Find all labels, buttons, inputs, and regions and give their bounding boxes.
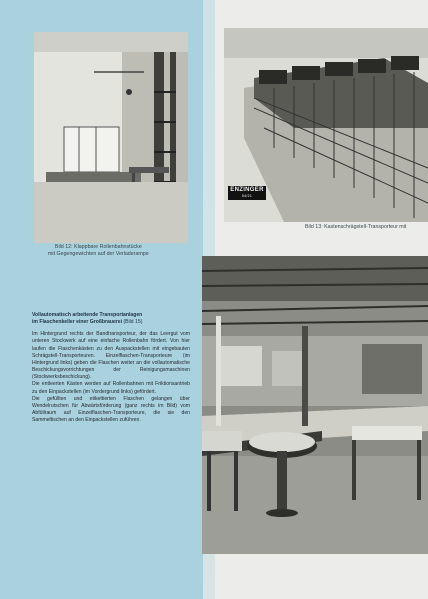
article-heading-line2: im Flaschenkeller einer Großbrauerei	[32, 319, 123, 326]
photo-bild-15-drawing	[202, 256, 428, 554]
article-heading	[32, 312, 190, 326]
caption-bild-12-line2: mit Gegengewichten auf der Verladerampe	[48, 251, 149, 258]
article-paragraph-2: Die entleerten Kästen werden auf Rollenbahnen mit Friktionsantrieb zu den Einpackstellen (im Vordergrund links) gefördert.	[32, 381, 190, 395]
article-text	[32, 312, 190, 424]
caption-bild-12	[48, 244, 149, 258]
photo-bild-12	[34, 32, 188, 243]
article-paragraph-3: Die gefüllten und etikettierten Flaschen gelangen über Wendelrutschen für Abwärtsförderung (ganz rechts im Bild) vom Abfüllraum auf Einzelflaschen-Transporteure, die sie den Sammeltischen an den Einpackstellen zuführen.	[32, 395, 190, 424]
article-heading-ref: (Bild 15)	[122, 319, 143, 326]
caption-bild-12-line1: Bild 12: Klappbare Rollenbahnstücke	[54, 244, 142, 250]
photo-bild-12-drawing	[34, 32, 188, 243]
logo-text: ENZINGER	[230, 187, 264, 193]
enzinger-logo	[228, 186, 266, 200]
article-paragraph-1: Im Hintergrund rechts der Bandtransporteur, der das Leergut vom unteren Stockwerk auf eine einfache Rollenbahn fördert. Von hier laufen die Flaschenkästen zu den Auspackstellen mit eingebauten Schrägstell-Transporteuren. Einzelflaschen-Transporteure (im Hintergrund links) geben die Flaschen weiter an die vollautomatische Beschickungsvorrichtungen der Reinigungsmaschinen (Stockwerksbeschickung).	[32, 331, 190, 381]
logo-code: 54/21	[241, 194, 253, 198]
article-heading-line1: Vollautomatisch arbeitende Transportanlagen	[32, 312, 143, 318]
photo-bild-15	[202, 256, 428, 554]
caption-bild-13: Bild 13: Kastenschrägstell-Transporteur mit	[305, 224, 407, 230]
